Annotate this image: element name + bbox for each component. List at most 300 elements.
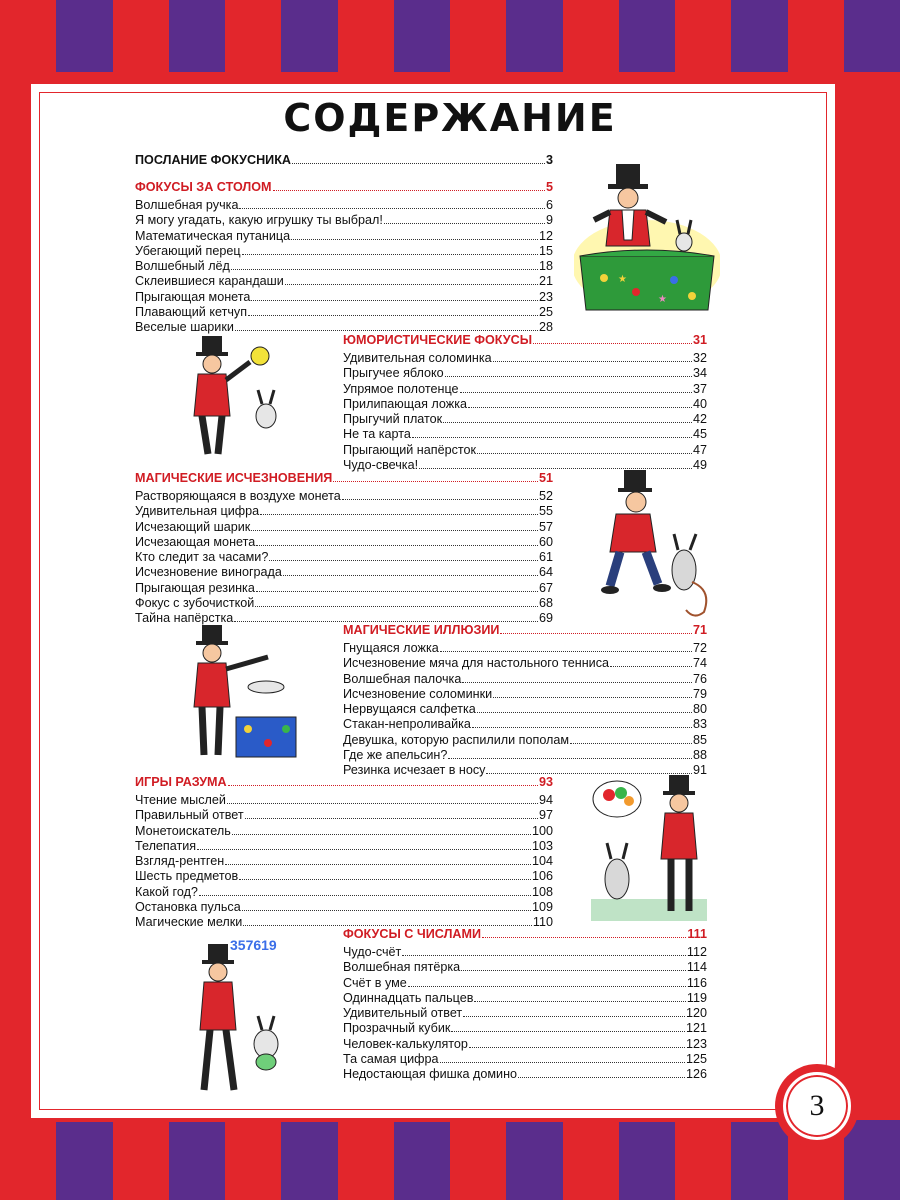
toc-entry-label: Исчезновение винограда <box>135 565 282 580</box>
toc-entry-label: Телепатия <box>135 838 197 853</box>
toc-entry[interactable] <box>343 702 707 717</box>
magician-table-illustration <box>574 160 720 320</box>
toc-entry[interactable] <box>343 976 707 991</box>
toc-entry-label: Прыгучий платок <box>343 412 443 427</box>
toc-entry[interactable] <box>343 427 707 442</box>
toc-entry-page: 123 <box>685 1036 707 1051</box>
toc-entry[interactable]: ПОСЛАНИЕ ФОКУСНИКА 3 <box>135 153 553 167</box>
toc-entry[interactable] <box>135 259 553 274</box>
leader-dots <box>500 623 692 634</box>
section-heading-page: 93 <box>538 775 553 789</box>
toc-entry-page: 83 <box>692 717 707 732</box>
toc-entry[interactable] <box>343 1052 707 1067</box>
top-stripes <box>0 0 900 80</box>
toc-entry[interactable] <box>343 366 707 381</box>
toc-entry[interactable] <box>135 274 553 289</box>
stripe <box>675 0 731 80</box>
leader-dots <box>242 900 531 911</box>
toc-entry-page: 106 <box>531 869 553 884</box>
toc-entry-label: Гнущаяся ложка <box>343 641 439 655</box>
top-hat-icon <box>616 164 640 186</box>
section-heading[interactable] <box>135 775 553 793</box>
toc-entry-page: 12 <box>538 228 553 243</box>
rabbit-icon <box>256 404 276 428</box>
toc-entry-page: 119 <box>686 990 707 1005</box>
leader-dots <box>197 839 531 850</box>
leader-dots <box>245 808 538 819</box>
stripe <box>450 0 506 80</box>
toc-entry-page: 45 <box>692 427 707 442</box>
toc-entry-page: 110 <box>532 915 553 930</box>
toc-entry-page: 112 <box>686 945 707 959</box>
leader-dots <box>251 520 538 531</box>
toc-entry-page: 100 <box>531 823 553 838</box>
toc-entry[interactable] <box>135 854 553 869</box>
toc-entry-page: 47 <box>692 442 707 457</box>
leader-dots <box>472 717 692 728</box>
leader-dots <box>477 443 692 454</box>
toc-entry-label: Прыгающая монета <box>135 289 251 304</box>
leader-dots <box>474 991 685 1002</box>
leader-dots <box>440 641 692 652</box>
leader-dots <box>533 333 692 344</box>
leader-dots <box>273 180 545 191</box>
stripe <box>56 1120 112 1200</box>
stripe <box>113 1120 169 1200</box>
magician-wand-illustration <box>188 336 298 461</box>
section-heading-page: 111 <box>687 927 707 941</box>
toc-entry-label: Прыгучее яблоко <box>343 366 444 381</box>
toc-entry[interactable] <box>343 1006 707 1021</box>
toc-entry[interactable] <box>343 991 707 1006</box>
top-hat-icon <box>624 470 646 490</box>
top-hat-icon <box>208 944 228 962</box>
toc-entry-label: Девушка, которую распилили пополам <box>343 732 570 747</box>
toc-entry[interactable] <box>135 900 553 915</box>
red-jacket <box>610 514 656 552</box>
rabbit-icon <box>676 233 692 251</box>
toc-entry-page: 68 <box>538 596 553 611</box>
toc-entry-label: Удивительный ответ <box>343 1006 463 1021</box>
leader-dots <box>228 775 538 786</box>
toc-entry[interactable] <box>343 1021 707 1036</box>
section-heading-page: 71 <box>692 623 707 637</box>
toc-entry-page: 97 <box>538 808 553 823</box>
stripe <box>169 0 225 80</box>
toc-entry-page: 109 <box>531 900 553 915</box>
section-heading[interactable] <box>343 623 707 641</box>
toc-entry-page: 76 <box>692 671 707 686</box>
toc-entry-label: Удивительная цифра <box>135 504 260 519</box>
toc-entry[interactable] <box>343 397 707 412</box>
section-number-tricks <box>343 927 707 1083</box>
toc-entry-page: 80 <box>692 702 707 717</box>
section-mind-games <box>135 775 553 931</box>
toc-entry-page: 88 <box>692 748 707 763</box>
stripe <box>619 0 675 80</box>
leader-dots <box>239 198 545 209</box>
section-heading[interactable] <box>343 927 707 945</box>
toc-entry-label: Нервущаяся салфетка <box>343 702 476 717</box>
toc-entry-label: Волшебная палочка <box>343 671 462 686</box>
toc-entry-page: 49 <box>692 458 707 473</box>
toc-entry-label: Кто следит за часами? <box>135 550 269 565</box>
toc-entry-page: 72 <box>692 641 707 655</box>
toc-entry-label: Фокус с зубочисткой <box>135 596 255 611</box>
red-jacket <box>194 374 230 416</box>
toc-entry-page: 61 <box>538 550 553 565</box>
leader-dots <box>477 702 692 713</box>
stripe <box>563 1120 619 1200</box>
stripe <box>394 1120 450 1200</box>
leader-dots <box>248 305 538 316</box>
leader-dots <box>460 382 692 393</box>
stripe <box>675 1120 731 1200</box>
leader-dots <box>451 1021 685 1032</box>
leader-dots <box>443 412 692 423</box>
toc-entry-label: Убегающий перец <box>135 243 241 258</box>
toc-entry[interactable] <box>135 839 553 854</box>
toc-entry-page: 79 <box>692 686 707 701</box>
toc-entry-label: Где же апельсин? <box>343 748 448 763</box>
toc-entry-label: Недостающая фишка домино <box>343 1067 518 1082</box>
toc-entry-page: 85 <box>692 732 707 747</box>
toc-entry-page: 42 <box>692 412 707 427</box>
toc-entry-page: 28 <box>538 320 553 335</box>
toc-entry-page: 69 <box>538 611 553 626</box>
toc-entry[interactable] <box>343 717 707 732</box>
toc-entry[interactable] <box>135 596 553 611</box>
toc-entry-label: Математическая путаница <box>135 228 291 243</box>
leader-dots <box>461 960 686 971</box>
toc-entry-label: Удивительная соломинка <box>343 351 492 365</box>
leader-dots <box>269 550 538 561</box>
toc-entry[interactable] <box>343 412 707 427</box>
toc-entry[interactable] <box>135 885 553 900</box>
toc-entry-label: Монетоискатель <box>135 823 231 838</box>
toc-entry-label: Остановка пульса <box>135 900 241 915</box>
stripe <box>563 0 619 80</box>
toc-entry-page: 37 <box>692 381 707 396</box>
toc-entry-page: 121 <box>685 1021 707 1036</box>
leader-dots <box>570 733 692 744</box>
stripe <box>844 0 900 80</box>
stripe <box>619 1120 675 1200</box>
leader-dots <box>251 290 538 301</box>
section-heading-label: ЮМОРИСТИЧЕСКИЕ ФОКУСЫ <box>343 333 533 347</box>
toc-entry[interactable] <box>343 672 707 687</box>
toc-entry[interactable] <box>135 229 553 244</box>
stripe <box>731 1120 787 1200</box>
toc-entry[interactable] <box>135 198 553 213</box>
leader-dots <box>440 1052 685 1063</box>
toc-entry[interactable] <box>343 748 707 763</box>
toc-entry-label: Упрямое полотенце <box>343 381 459 396</box>
toc-entry-page: 18 <box>538 259 553 274</box>
leader-dots <box>243 915 532 926</box>
leader-dots <box>402 945 686 956</box>
top-hat-icon <box>669 775 689 793</box>
stripe <box>281 0 337 80</box>
toc-entry-page: 60 <box>538 534 553 549</box>
magician-jumping-illustration <box>580 470 720 620</box>
leader-dots <box>469 1037 685 1048</box>
toc-entry-page: 126 <box>685 1067 707 1082</box>
stripe <box>56 0 112 80</box>
page-title: СОДЕРЖАНИЕ <box>283 96 617 140</box>
toc-entry-label: Волшебный лёд <box>135 259 230 274</box>
leader-dots <box>445 366 692 377</box>
thought-bubble <box>593 781 641 817</box>
leader-dots <box>227 793 538 804</box>
magician-numbers-illustration <box>186 930 296 1106</box>
leader-dots <box>234 611 538 622</box>
section-illusions <box>343 623 707 779</box>
toc-entry[interactable] <box>135 550 553 565</box>
red-jacket <box>661 813 697 859</box>
toc-entry-label: Склеившиеся карандаши <box>135 274 284 289</box>
leader-dots <box>448 748 692 759</box>
toc-entry-label: Исчезающая монета <box>135 534 256 549</box>
section-heading[interactable] <box>135 180 553 198</box>
toc-entry-page: 57 <box>538 519 553 534</box>
toc-entry[interactable] <box>343 733 707 748</box>
leader-dots <box>493 351 692 362</box>
leader-dots <box>285 274 538 285</box>
toc-entry[interactable] <box>343 656 707 671</box>
toc-entry-page: 94 <box>538 793 553 807</box>
stripe <box>844 1120 900 1200</box>
stripe <box>169 1120 225 1200</box>
toc-entry-label: Чудо-свечка! <box>343 458 419 473</box>
green-table <box>580 256 714 310</box>
toc-entry-page: 64 <box>538 565 553 580</box>
rabbit-icon <box>672 550 696 590</box>
toc-entry-label: Прозрачный кубик <box>343 1021 451 1036</box>
numbers-glyphs: 357619 <box>230 937 277 953</box>
toc-entry-label: Плавающий кетчуп <box>135 305 248 320</box>
leader-dots <box>384 213 545 224</box>
stripe <box>0 0 56 80</box>
toc-entry-page: 34 <box>692 366 707 381</box>
page-number-badge <box>775 1064 859 1148</box>
leader-dots <box>463 1006 685 1017</box>
section-humor-tricks <box>343 333 707 473</box>
toc-entry-page: 15 <box>538 243 553 258</box>
toc-entry[interactable] <box>135 535 553 550</box>
toc-entry-page: 120 <box>685 1006 707 1021</box>
leader-dots <box>199 885 531 896</box>
toc-entry[interactable] <box>343 945 707 960</box>
page-number: 3 <box>783 1072 851 1140</box>
leader-dots <box>408 976 686 987</box>
leader-dots <box>242 244 538 255</box>
leader-dots <box>468 397 692 408</box>
leader-dots <box>256 535 538 546</box>
toc-entry-label: Шесть предметов <box>135 869 239 884</box>
magician-box-illustration <box>192 625 302 765</box>
toc-entry-page: 125 <box>685 1052 707 1067</box>
toc-entry-label: Одиннадцать пальцев <box>343 990 474 1005</box>
top-hat-icon <box>202 336 222 354</box>
toc-entry-label: Волшебная ручка <box>135 198 239 212</box>
toc-entry-label: Счёт в уме <box>343 975 407 990</box>
toc-entry-page: 6 <box>545 198 553 212</box>
toc-entry-label: Не та карта <box>343 427 411 442</box>
leader-dots <box>333 471 538 482</box>
toc-entry[interactable] <box>343 351 707 366</box>
toc-entry-page: 116 <box>686 975 707 990</box>
toc-entry[interactable] <box>343 960 707 975</box>
stripe <box>338 0 394 80</box>
leader-dots <box>283 565 538 576</box>
toc-entry[interactable] <box>343 382 707 397</box>
section-heading-page: 31 <box>692 333 707 347</box>
leader-dots <box>232 824 531 835</box>
toc-entry-label: Тайна напёрстка <box>135 611 234 626</box>
toc-entry-page: 108 <box>531 884 553 899</box>
section-heading-label: МАГИЧЕСКИЕ ИСЧЕЗНОВЕНИЯ <box>135 471 333 485</box>
toc-entry-label: Правильный ответ <box>135 808 244 823</box>
face <box>618 188 638 208</box>
toc-entry-page: 67 <box>538 580 553 595</box>
toc-entry[interactable] <box>135 581 553 596</box>
toc-entry-label: Чудо-счёт <box>343 945 402 959</box>
toc-entry[interactable] <box>135 504 553 519</box>
toc-entry[interactable] <box>135 213 553 228</box>
leader-dots <box>255 596 538 607</box>
section-heading-page: 5 <box>545 180 553 194</box>
stripe <box>506 1120 562 1200</box>
toc-entry-page: 32 <box>692 351 707 365</box>
toc-entry-label: Взгляд-рентген <box>135 854 225 869</box>
leader-dots <box>486 763 692 774</box>
toc-entry[interactable] <box>135 869 553 884</box>
toc-entry-label: Резинка исчезает в носу <box>343 763 486 778</box>
red-jacket <box>200 982 236 1030</box>
star-icon: ★ <box>658 294 667 305</box>
toc-entry-label: Магические мелки <box>135 915 243 930</box>
section-heading[interactable] <box>343 333 707 351</box>
magician-mind-illustration <box>585 775 715 925</box>
toc-entry[interactable] <box>135 244 553 259</box>
leader-dots <box>231 259 538 270</box>
stripe <box>506 0 562 80</box>
intro-entry <box>135 153 553 168</box>
toc-entry-page: 91 <box>692 763 707 778</box>
section-heading-page: 51 <box>538 471 553 485</box>
leader-dots <box>256 581 538 592</box>
toc-entry-label: Какой год? <box>135 884 198 899</box>
toc-entry[interactable] <box>343 641 707 656</box>
stripe <box>0 1120 56 1200</box>
bottom-stripes <box>0 1120 900 1200</box>
stripe <box>450 1120 506 1200</box>
section-heading-label: МАГИЧЕСКИЕ ИЛЛЮЗИИ <box>343 623 500 637</box>
toc-entry[interactable] <box>135 520 553 535</box>
toc-entry-page: 9 <box>545 213 553 228</box>
toc-entry-label: Прыгающая резинка <box>135 580 255 595</box>
toc-entry-page: 114 <box>686 960 707 975</box>
toc-entry-page: 40 <box>692 396 707 411</box>
stripe <box>731 0 787 80</box>
toc-entry-page: 52 <box>538 489 553 503</box>
toc-entry-label: Волшебная пятёрка <box>343 960 461 975</box>
toc-entry[interactable] <box>135 824 553 839</box>
toc-entry-label: Исчезающий шарик <box>135 519 251 534</box>
toc-entry[interactable] <box>343 1037 707 1052</box>
stripe <box>788 0 844 80</box>
section-disappearances <box>135 471 553 627</box>
toc-entry[interactable] <box>135 565 553 580</box>
section-heading-label: ИГРЫ РАЗУМА <box>135 775 227 789</box>
toc-entry-page: 103 <box>531 838 553 853</box>
stripe <box>113 0 169 80</box>
leader-dots <box>291 229 538 240</box>
leader-dots <box>260 504 538 515</box>
toc-entry[interactable] <box>135 793 553 808</box>
section-heading-label: ФОКУСЫ С ЧИСЛАМИ <box>343 927 482 941</box>
toc-entry-label: Исчезновение мяча для настольного тенниса <box>343 656 610 671</box>
toc-entry-page: 23 <box>538 289 553 304</box>
leader-dots <box>610 656 692 667</box>
toc-entry-label: Человек-калькулятор <box>343 1036 468 1051</box>
toc-entry[interactable] <box>343 687 707 702</box>
toc-entry[interactable] <box>135 489 553 504</box>
section-heading[interactable] <box>135 471 553 489</box>
star-icon: ★ <box>618 274 627 285</box>
top-hat-icon <box>202 625 222 643</box>
leader-dots <box>493 687 692 698</box>
toc-entry-label: Прилипающая ложка <box>343 396 467 411</box>
toc-entry-page: 25 <box>538 305 553 320</box>
toc-entry-label: Растворяющаяся в воздухе монета <box>135 489 341 503</box>
stripe <box>225 0 281 80</box>
toc-entry-page: 55 <box>538 504 553 519</box>
leader-dots <box>225 854 531 865</box>
toc-entry-label: Исчезновение соломинки <box>343 686 493 701</box>
leader-dots <box>235 320 538 331</box>
toc-entry[interactable] <box>135 305 553 320</box>
toc-entry[interactable] <box>135 290 553 305</box>
toc-entry-label: Я могу угадать, какую игрушку ты выбрал! <box>135 213 383 228</box>
toc-entry[interactable] <box>343 443 707 458</box>
stripe <box>225 1120 281 1200</box>
toc-entry[interactable] <box>343 1067 707 1082</box>
leader-dots <box>419 458 692 469</box>
magic-box <box>236 717 296 757</box>
toc-entry-label: Стакан-непроливайка <box>343 717 471 732</box>
leader-dots <box>412 427 692 438</box>
leader-dots <box>239 869 531 880</box>
leader-dots <box>482 927 686 938</box>
floating-rabbit-icon <box>248 681 284 693</box>
toc-entry-label: Прыгающий напёрсток <box>343 442 477 457</box>
red-jacket <box>194 663 230 707</box>
toc-entry-label: Та самая цифра <box>343 1052 439 1067</box>
toc-entry[interactable] <box>135 808 553 823</box>
toc-entry-page: 21 <box>538 274 553 289</box>
section-table-tricks <box>135 180 553 336</box>
leader-dots <box>462 672 692 683</box>
section-heading-label: ФОКУСЫ ЗА СТОЛОМ <box>135 180 272 194</box>
toc-entry-label: Чтение мыслей <box>135 793 226 807</box>
sparkle-icon <box>251 347 269 365</box>
leader-dots <box>518 1067 685 1078</box>
stripe <box>338 1120 394 1200</box>
toc-entry-page: 74 <box>692 656 707 671</box>
toc-entry-page: 104 <box>531 854 553 869</box>
